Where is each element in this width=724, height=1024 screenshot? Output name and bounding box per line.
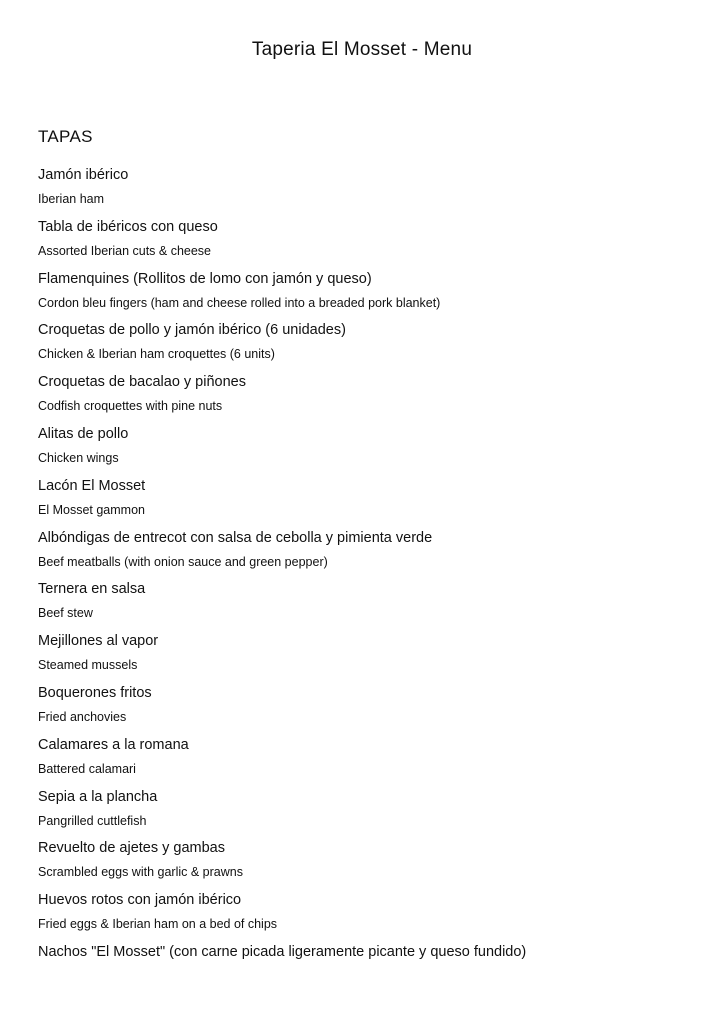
menu-item-name: Croquetas de bacalao y piñones — [38, 374, 246, 391]
page-title: Taperia El Mosset - Menu — [251, 39, 473, 60]
menu-item-name: Alitas de pollo — [38, 425, 129, 442]
menu-item-name: Mejillones al vapor — [38, 633, 159, 650]
menu-item — [38, 681, 526, 733]
menu-item-description: Chicken & Iberian ham croquettes (6 units) — [38, 347, 275, 362]
menu-item-name: Ternera en salsa — [38, 581, 146, 598]
menu-item — [38, 422, 526, 474]
menu-item-description: Scrambled eggs with garlic & prawns — [38, 865, 243, 880]
menu-item — [38, 733, 526, 785]
menu-item — [38, 267, 526, 319]
menu-item-name: Albóndigas de entrecot con salsa de cebolla y pimienta verde — [38, 529, 433, 546]
menu-item-name: Croquetas de pollo y jamón ibérico (6 unidades) — [38, 322, 346, 339]
menu-item-description: Fried anchovies — [38, 709, 127, 724]
menu-item-description: Fried eggs & Iberian ham on a bed of chips — [38, 917, 278, 932]
menu-item — [38, 215, 526, 267]
menu-item — [38, 474, 526, 526]
menu-item-description: Chicken wings — [38, 450, 119, 465]
menu-item — [38, 940, 526, 992]
menu-item-name: Nachos "El Mosset" (con carne picada ligeramente picante y queso fundido) — [38, 943, 527, 960]
menu-item-name: Jamón ibérico — [38, 167, 129, 183]
menu-item — [38, 318, 526, 370]
menu-item — [38, 577, 526, 629]
menu-item-name: Sepia a la plancha — [38, 788, 158, 805]
menu-item — [38, 163, 526, 215]
menu-item-description: Beef stew — [38, 606, 93, 621]
menu-item — [38, 888, 526, 940]
menu-item-description: El Mosset gammon — [38, 502, 145, 517]
menu-item-name: Flamenquines (Rollitos de lomo con jamón y queso) — [38, 270, 372, 287]
menu-item-name: Boquerones fritos — [38, 684, 152, 701]
menu-item-name: Calamares a la romana — [38, 736, 189, 753]
menu-item-description: Codfish croquettes with pine nuts — [38, 399, 223, 414]
menu-item-name: Lacón El Mosset — [38, 477, 146, 494]
menu-item — [38, 785, 526, 837]
menu-item — [38, 836, 526, 888]
menu-list — [38, 163, 526, 992]
menu-item-description: Pangrilled cuttlefish — [38, 813, 147, 828]
menu-item-description: Cordon bleu fingers (ham and cheese rolled into a breaded pork blanket) — [38, 295, 441, 310]
menu-item-description: Assorted Iberian cuts & cheese — [38, 243, 212, 258]
menu-item-name: Tabla de ibéricos con queso — [38, 218, 218, 235]
menu-item — [38, 526, 526, 578]
menu-item-description: Beef meatballs (with onion sauce and green pepper) — [38, 554, 328, 569]
menu-item-description: Iberian ham — [38, 192, 105, 206]
menu-item — [38, 629, 526, 681]
menu-item-name: Revuelto de ajetes y gambas — [38, 840, 225, 857]
menu-item — [38, 370, 526, 422]
section-heading-tapas: TAPAS — [38, 127, 93, 146]
menu-item-description: Steamed mussels — [38, 658, 138, 673]
menu-item-description: Battered calamari — [38, 761, 136, 776]
menu-item-name: Huevos rotos con jamón ibérico — [38, 892, 242, 909]
